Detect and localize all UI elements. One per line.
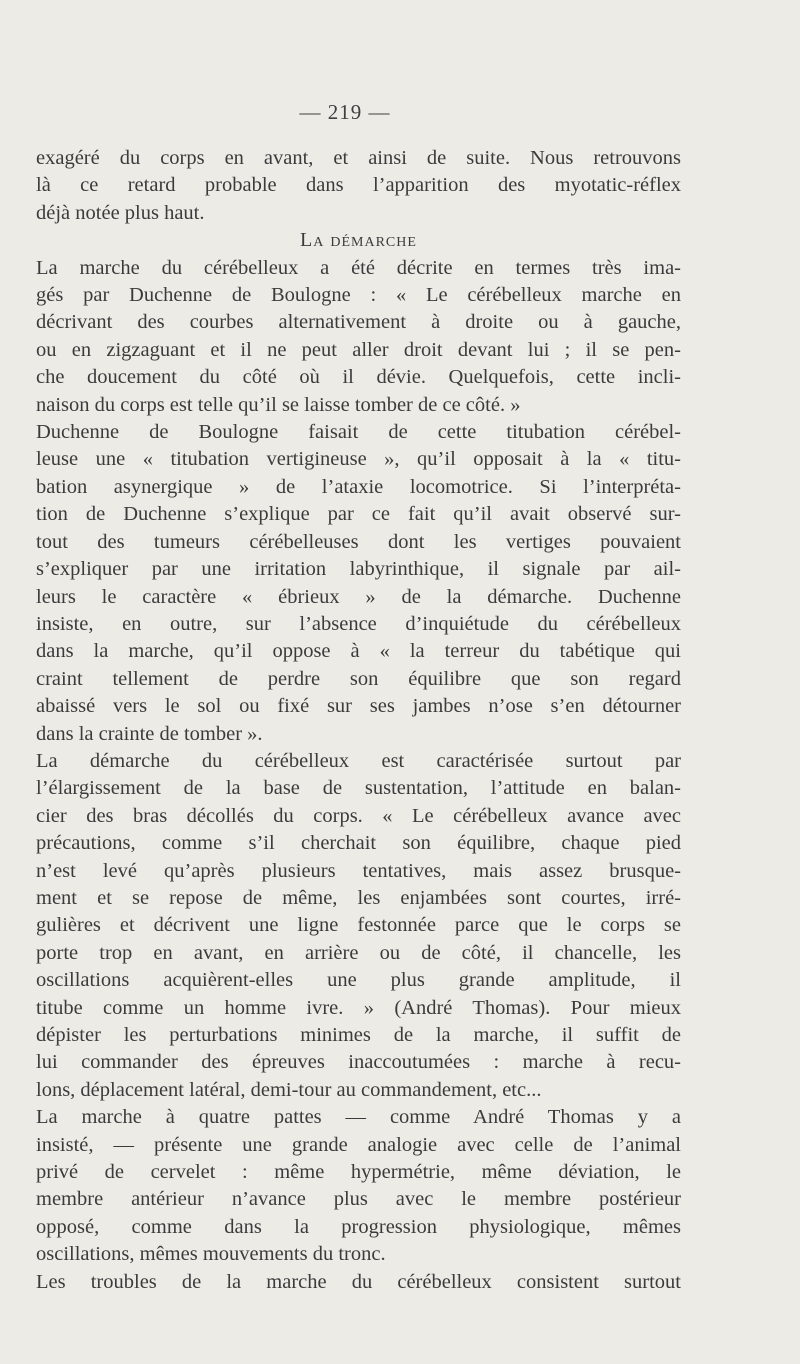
text-line: lons, déplacement latéral, demi-tour au commandement, etc...: [36, 1078, 542, 1101]
text-line: précautions, comme s’il cherchait son équilibre, chaque pied: [36, 832, 681, 855]
text-line: tout des tumeurs cérébelleuses dont les vertiges pouvaient: [36, 530, 681, 553]
text-line: tion de Duchenne s’explique par ce fait qu’il avait observé sur-: [36, 503, 681, 526]
text-line: l’élargissement de la base de sustentation, l’attitude en balan-: [36, 777, 681, 800]
body-text: [36, 145, 681, 1296]
text-line: bation asynergique » de l’ataxie locomotrice. Si l’interpréta-: [36, 475, 681, 498]
text-line: cier des bras décollés du corps. « Le cérébelleux avance avec: [36, 804, 681, 827]
section-heading: La démarche: [300, 229, 417, 252]
text-line: craint tellement de perdre son équilibre que son regard: [36, 667, 681, 690]
text-line: naison du corps est telle qu’il se laisse tomber de ce côté. »: [36, 393, 521, 416]
text-line: porte trop en avant, en arrière ou de côté, il chancelle, les: [36, 941, 681, 964]
text-line: abaissé vers le sol ou fixé sur ses jambes n’ose s’en détourner: [36, 695, 681, 718]
text-line: dans la marche, qu’il oppose à « la terreur du tabétique qui: [36, 640, 681, 663]
text-line: lui commander des épreuves inaccoutumées : marche à recu-: [36, 1051, 681, 1074]
text-line: gulières et décrivent une ligne festonnée parce que le corps se: [36, 914, 681, 937]
text-line: opposé, comme dans la progression physiologique, mêmes: [36, 1215, 681, 1238]
text-line: ou en zigzaguant et il ne peut aller droit devant lui ; il se pen-: [36, 338, 681, 361]
text-line: Duchenne de Boulogne faisait de cette titubation cérébel-: [36, 421, 681, 444]
text-line: oscillations, mêmes mouvements du tronc.: [36, 1243, 386, 1266]
text-line: dans la crainte de tomber ».: [36, 722, 263, 745]
text-line: La marche à quatre pattes — comme André Thomas y a: [36, 1106, 681, 1129]
text-line: La marche du cérébelleux a été décrite en termes très ima-: [36, 256, 681, 279]
text-line: exagéré du corps en avant, et ainsi de suite. Nous retrouvons: [36, 147, 681, 169]
text-line: oscillations acquièrent-elles une plus grande amplitude, il: [36, 969, 681, 992]
page-number: — 219 —: [299, 100, 391, 124]
text-line: s’expliquer par une irritation labyrinthique, il signale par ail-: [36, 558, 681, 581]
text-line: ment et se repose de même, les enjambées sont courtes, irré-: [36, 886, 681, 909]
text-line: là ce retard probable dans l’apparition des myotatic-réflex: [36, 174, 681, 197]
text-line: privé de cervelet : même hypermétrie, même déviation, le: [36, 1161, 681, 1184]
text-line: n’est levé qu’après plusieurs tentatives, mais assez brusque-: [36, 859, 681, 882]
text-line: La démarche du cérébelleux est caractérisée surtout par: [36, 749, 681, 772]
text-line: dépister les perturbations minimes de la marche, il suffit de: [36, 1024, 681, 1046]
text-line: décrivant des courbes alternativement à droite ou à gauche,: [36, 311, 681, 334]
text-line: leurs le caractère « ébrieux » de la démarche. Duchenne: [36, 585, 681, 608]
text-line: insisté, — présente une grande analogie avec celle de l’animal: [36, 1133, 681, 1156]
text-line: gés par Duchenne de Boulogne : « Le cérébelleux marche en: [36, 284, 681, 307]
text-line: insiste, en outre, sur l’absence d’inquiétude du cérébelleux: [36, 612, 681, 635]
text-line: déjà notée plus haut.: [36, 201, 205, 224]
text-line: leuse une « titubation vertigineuse », qu’il opposait à la « titu-: [36, 448, 681, 471]
text-line: che doucement du côté où il dévie. Quelquefois, cette incli-: [36, 366, 681, 389]
text-line: membre antérieur n’avance plus avec le membre postérieur: [36, 1188, 681, 1211]
text-line: titube comme un homme ivre. » (André Thomas). Pour mieux: [36, 996, 681, 1019]
text-line: Les troubles de la marche du cérébelleux consistent surtout: [36, 1270, 681, 1293]
